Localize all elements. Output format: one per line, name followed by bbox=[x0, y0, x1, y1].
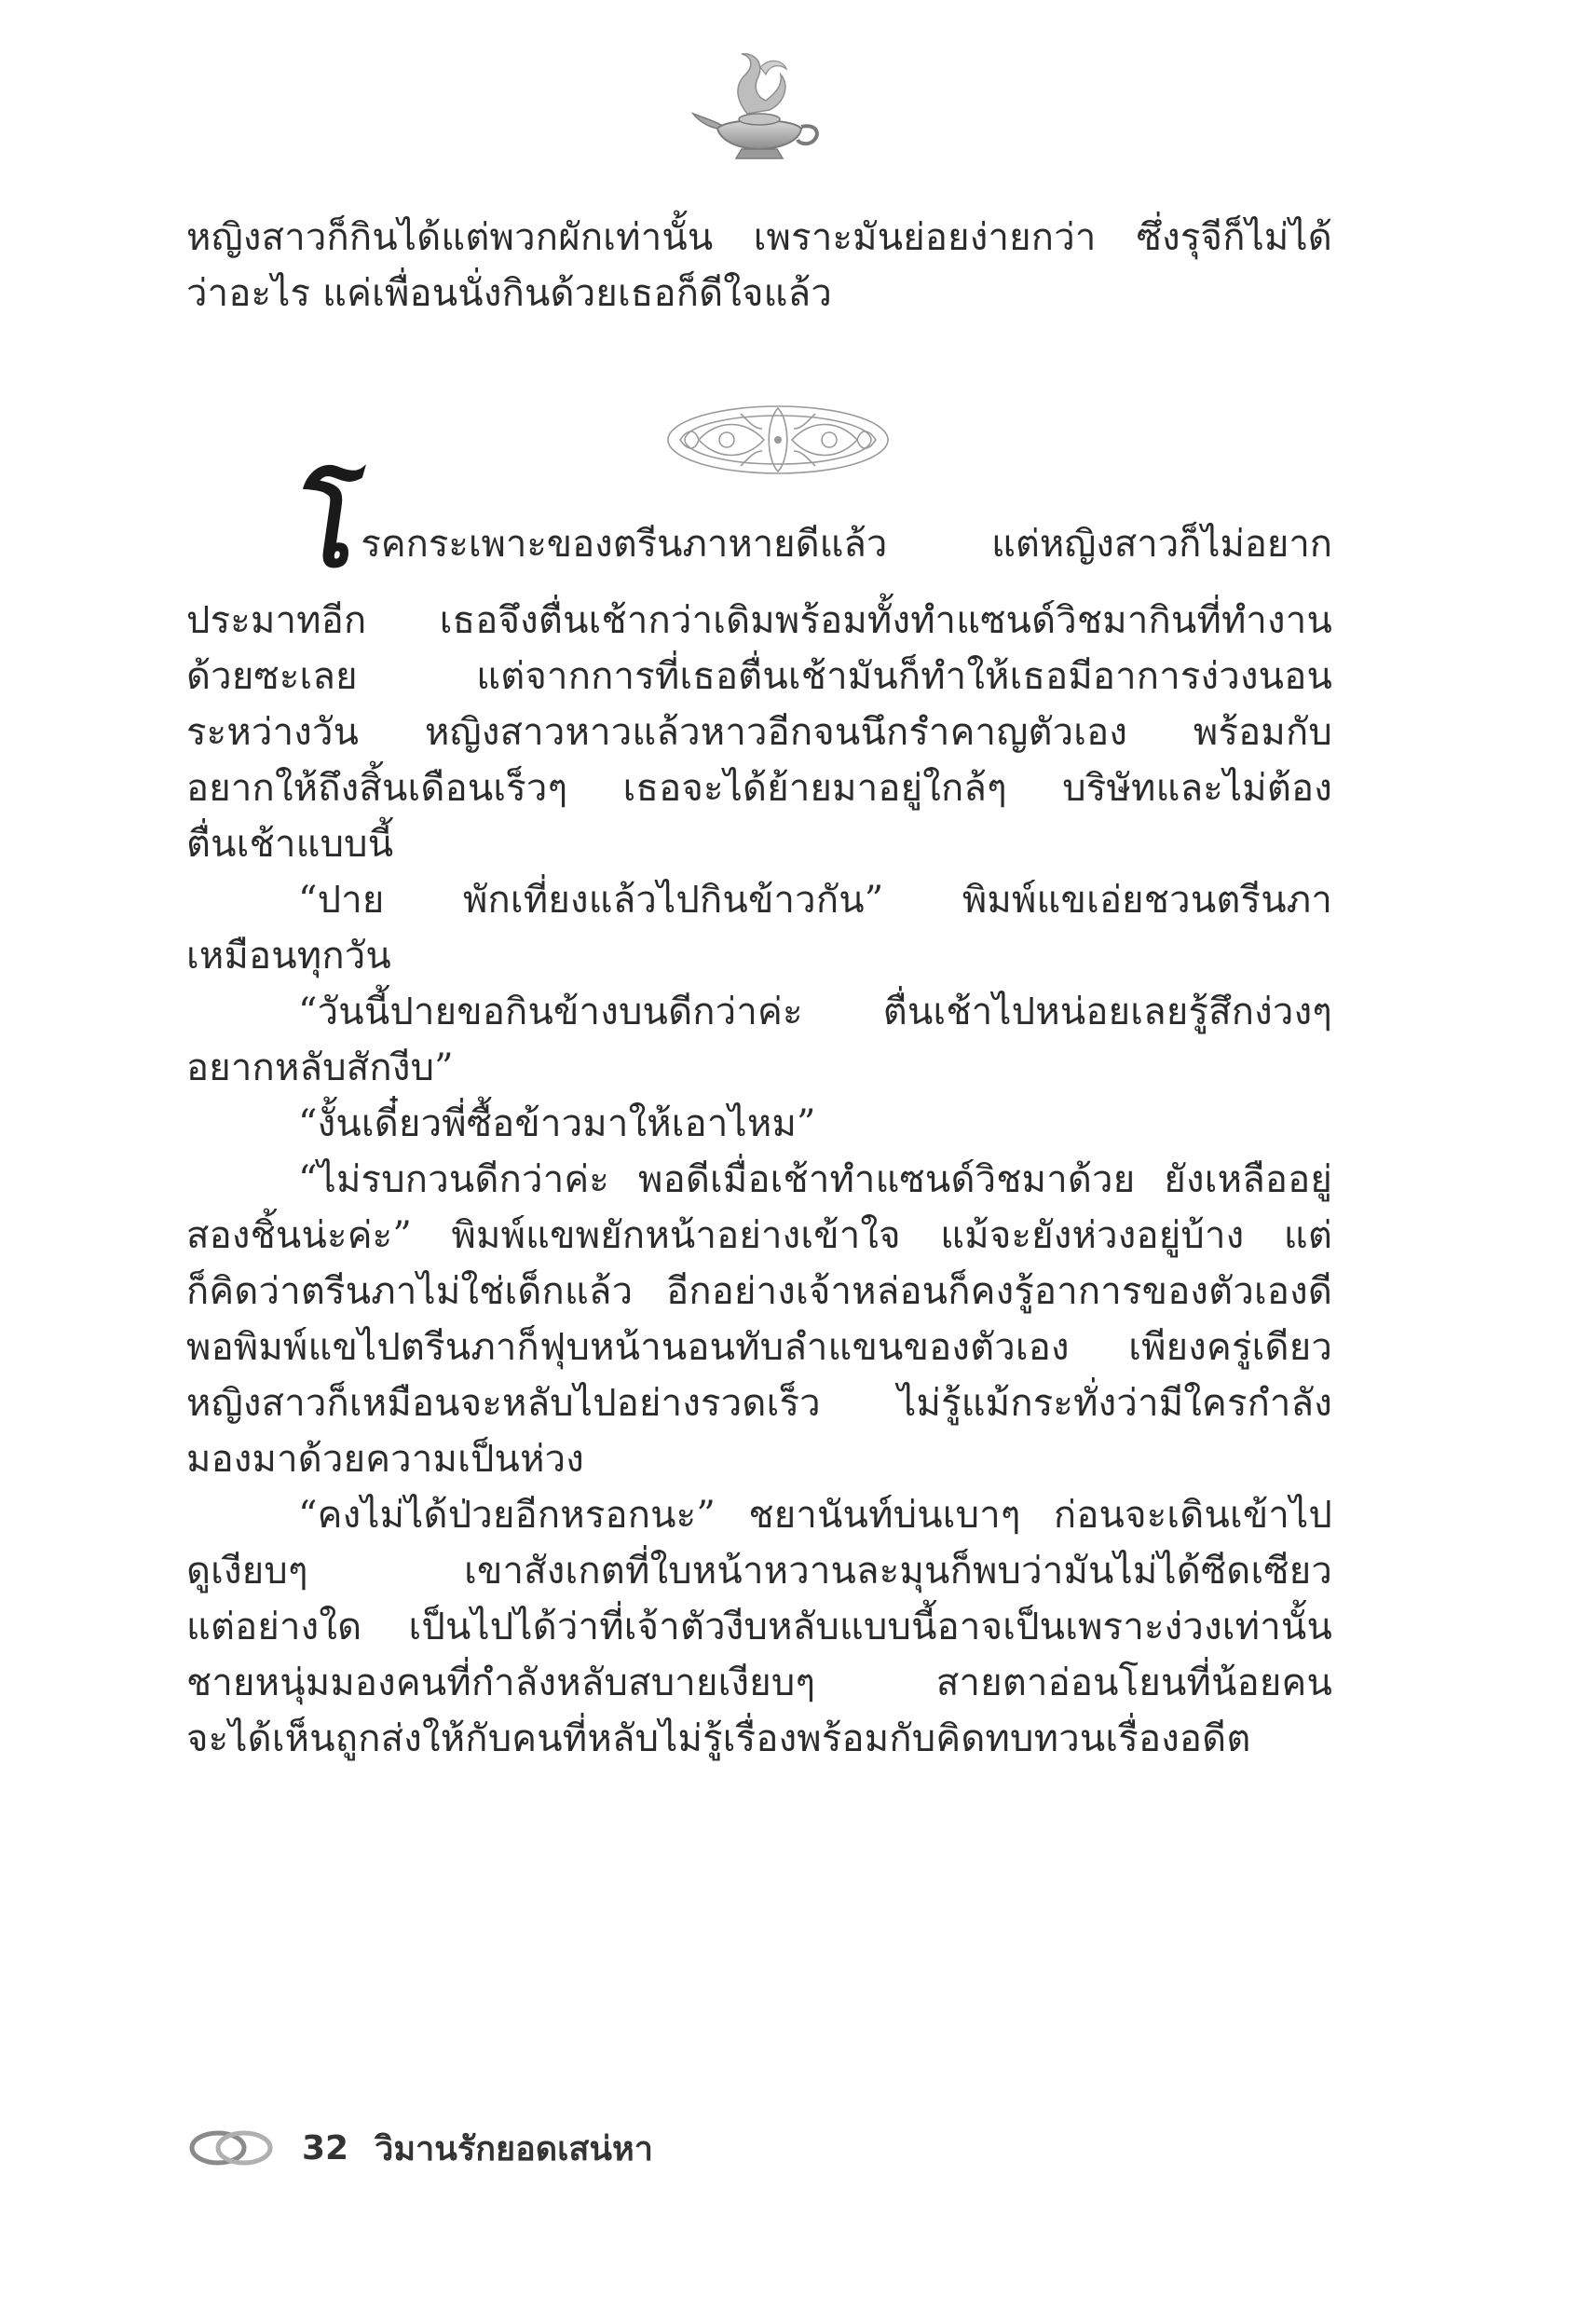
interlocked-rings-icon bbox=[186, 2127, 276, 2168]
body-line: ประมาทอีก เธอจึงตื่นเช้ากว่าเดิมพร้อมทั้งทำแซนด์วิชมากินที่ทำงาน bbox=[186, 599, 1332, 642]
body-line: “งั้นเดี๋ยวพี่ซื้อข้าวมาให้เอาไหม” bbox=[298, 1102, 816, 1145]
body-line: อยากให้ถึงสิ้นเดือนเร็วๆ เธอจะได้ย้ายมาอยู่ใกล้ๆ บริษัทและไม่ต้อง bbox=[186, 767, 1332, 810]
intro-line: หญิงสาวก็กินได้แต่พวกผักเท่านั้น เพราะมันย่อยง่ายกว่า ซึ่งรุจีก็ไม่ได้ bbox=[186, 216, 1332, 259]
drop-cap: โ bbox=[289, 462, 367, 592]
body-line: “ไม่รบกวนดีกว่าค่ะ พอดีเมื่อเช้าทำแซนด์วิชมาด้วย ยังเหลืออยู่ bbox=[298, 1158, 1332, 1201]
body-lines bbox=[186, 593, 1332, 1767]
body-line: ชายหนุ่มมองคนที่กำลังหลับสบายเงียบๆ สายตาอ่อนโยนที่น้อยคน bbox=[186, 1661, 1332, 1704]
body-line: พอพิมพ์แขไปตรีนภาก็ฟุบหน้านอนทับลำแขนของตัวเอง เพียงครู่เดียว bbox=[186, 1326, 1332, 1369]
ornament-divider-icon bbox=[662, 401, 894, 479]
first-line bbox=[186, 462, 1332, 592]
body-line: “วันนี้ปายขอกินข้างบนดีกว่าค่ะ ตื่นเช้าไปหน่อยเลยรู้สึกง่วงๆ bbox=[298, 991, 1332, 1033]
body-line: อยากหลับสักงีบ” bbox=[186, 1046, 454, 1089]
body-line: “ปาย พักเที่ยงแล้วไปกินข้าวกัน” พิมพ์แขเอ่ยชวนตรีนภา bbox=[298, 879, 1332, 922]
body-line: จะได้เห็นถูกส่งให้กับคนที่หลับไม่รู้เรื่องพร้อมกับคิดทบทวนเรื่องอดีต bbox=[186, 1717, 1251, 1760]
body-line: แต่อย่างใด เป็นไปได้ว่าที่เจ้าตัวงีบหลับแบบนี้อาจเป็นเพราะง่วงเท่านั้น bbox=[186, 1606, 1332, 1648]
body-line: ระหว่างวัน หญิงสาวหาวแล้วหาวอีกจนนึกรำคาญตัวเอง พร้อมกับ bbox=[186, 711, 1332, 754]
body-line: ด้วยซะเลย แต่จากการที่เธอตื่นเช้ามันก็ทำให้เธอมีอาการง่วงนอน bbox=[186, 655, 1332, 698]
page-footer bbox=[186, 2115, 653, 2181]
book-title: วิมานรักยอดเสน่หา bbox=[375, 2129, 653, 2168]
main-text bbox=[186, 462, 1332, 1767]
body-line: “คงไม่ได้ป่วยอีกหรอกนะ” ชยานันท์บ่นเบาๆ ก่อนจะเดินเข้าไป bbox=[298, 1494, 1332, 1537]
body-line: เหมือนทุกวัน bbox=[186, 935, 391, 978]
body-line: หญิงสาวก็เหมือนจะหลับไปอย่างรวดเร็ว ไม่รู้แม้กระทั่งว่ามีใครกำลัง bbox=[186, 1382, 1332, 1425]
body-line: ตื่นเช้าแบบนี้ bbox=[186, 823, 394, 866]
intro-paragraph bbox=[186, 210, 1332, 321]
body-line: ดูเงียบๆ เขาสังเกตที่ใบหน้าหวานละมุนก็พบว่ามันไม่ได้ซีดเซียว bbox=[186, 1550, 1332, 1593]
intro-line: ว่าอะไร แค่เพื่อนนั่งกินด้วยเธอก็ดีใจแล้ว bbox=[186, 272, 833, 315]
page-number: 32 bbox=[302, 2128, 349, 2167]
body-line: มองมาด้วยความเป็นห่วง bbox=[186, 1438, 585, 1481]
genie-lamp-icon bbox=[689, 48, 829, 170]
body-line: ก็คิดว่าตรีนภาไม่ใช่เด็กแล้ว อีกอย่างเจ้าหล่อนก็คงรู้อาการของตัวเองดี bbox=[186, 1270, 1332, 1313]
body-line: สองชิ้นน่ะค่ะ” พิมพ์แขพยักหน้าอย่างเข้าใจ แม้จะยังห่วงอยู่บ้าง แต่ bbox=[186, 1214, 1332, 1257]
first-line-text: รคกระเพาะของตรีนภาหายดีแล้ว แต่หญิงสาวก็ไม่อยาก bbox=[361, 523, 1332, 566]
